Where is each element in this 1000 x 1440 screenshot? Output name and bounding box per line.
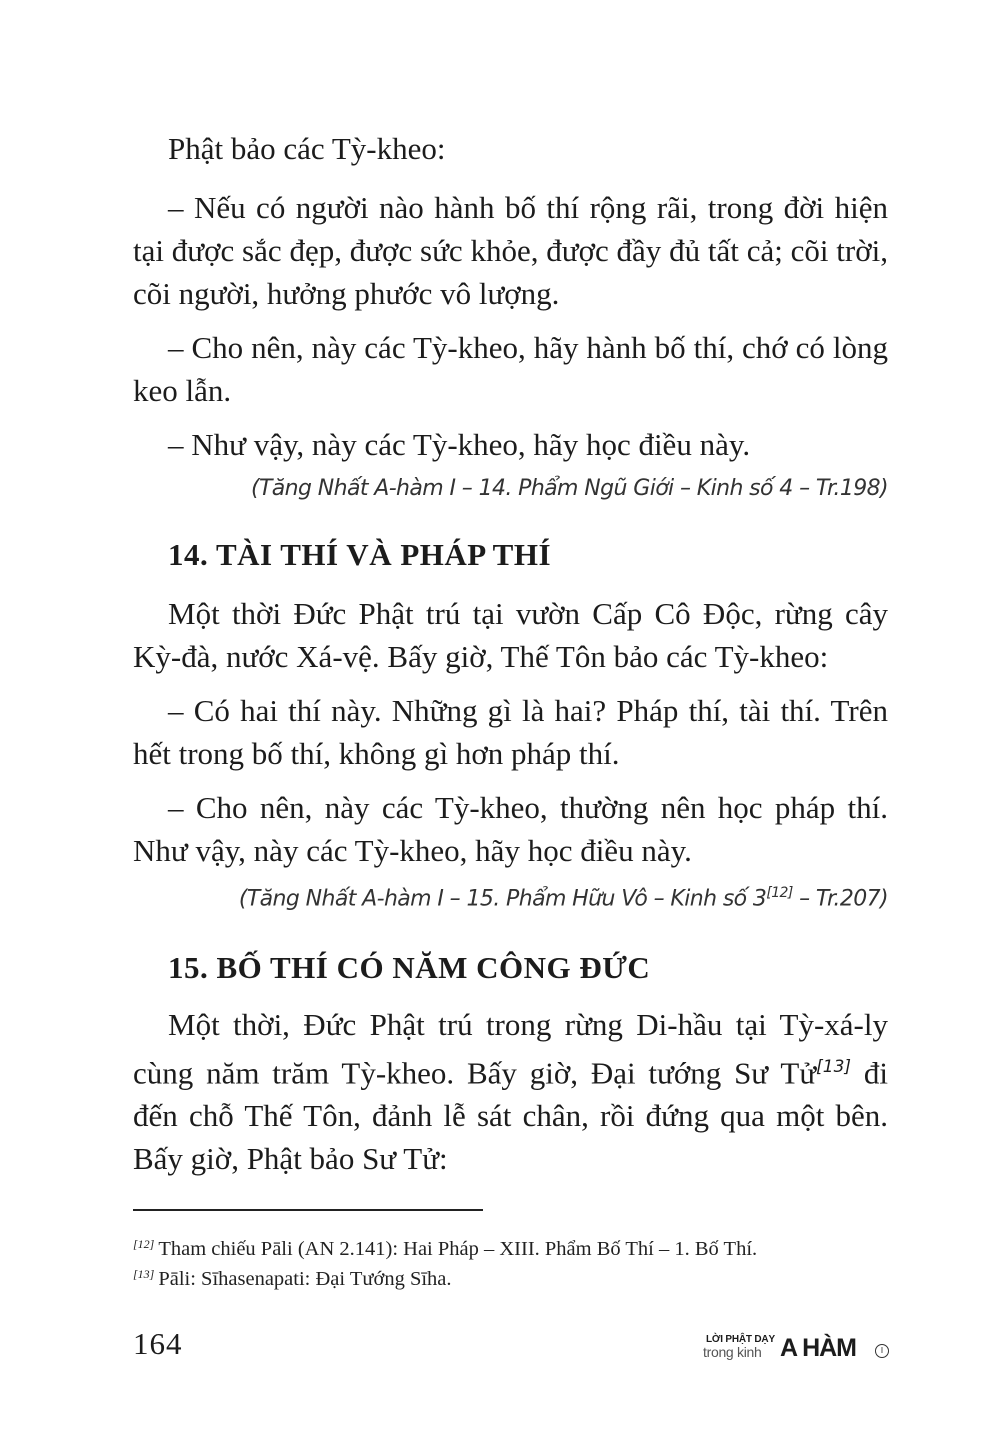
footnote-12 — [133, 1230, 757, 1263]
text-block-section-15 — [133, 1003, 888, 1180]
footnote-marker: [13] — [133, 1267, 155, 1281]
paragraph: – Cho nên, này các Tỳ-kheo, thường nên học pháp thí. Như vậy, này các Tỳ-kheo, hãy học điều này. — [133, 790, 888, 868]
paragraph-text: Một thời, Đức Phật trú trong rừng Di-hầu tại Tỳ-xá-ly cùng năm trăm Tỳ-kheo. Bấy giờ, Đại tướng Sư Tử — [133, 1007, 888, 1091]
logo-line-2: trong kinh — [703, 1344, 762, 1360]
paragraph: Một thời Đức Phật trú tại vườn Cấp Cô Độc, rừng cây Kỳ-đà, nước Xá-vệ. Bấy giờ, Thế Tôn bảo các Tỳ-kheo: — [133, 596, 888, 674]
footnote-text: Pāli: Sīhasenapati: Đại Tướng Sīha. — [158, 1268, 452, 1290]
paragraph-text-end: đi đến chỗ Thế Tôn, đảnh lễ sát chân, rồi đứng qua một bên. Bấy giờ, Phật bảo Sư Tử: — [133, 1055, 888, 1177]
section-heading-14: 14. TÀI THÍ VÀ PHÁP THÍ — [168, 537, 552, 572]
footnote-13 — [133, 1260, 452, 1293]
citation-14-preceding: (Tăng Nhất A-hàm I – 14. Phẩm Ngũ Giới – Kinh số 4 – Tr.198) — [250, 476, 888, 501]
volume-badge: I — [875, 1344, 889, 1358]
logo-title: A HÀM — [780, 1334, 857, 1362]
section-heading-15: 15. BỐ THÍ CÓ NĂM CÔNG ĐỨC — [168, 950, 651, 985]
paragraph: – Có hai thí này. Những gì là hai? Pháp thí, tài thí. Trên hết trong bố thí, không gì hơn pháp thí. — [133, 693, 888, 771]
footnote-marker: [12] — [133, 1237, 155, 1251]
book-logo — [703, 1334, 893, 1364]
paragraph: Phật bảo các Tỳ-kheo: — [168, 131, 446, 166]
paragraph: – Nếu có người nào hành bố thí rộng rãi, trong đời hiện tại được sắc đẹp, được sức khỏe, được đầy đủ tất cả; cõi trời, cõi người, hưởng phước vô lượng. — [133, 190, 888, 311]
text-block-section-14 — [133, 592, 888, 872]
page-number: 164 — [133, 1326, 183, 1361]
footnote-ref-13: [13] — [816, 1057, 852, 1077]
paragraph: – Như vậy, này các Tỳ-kheo, hãy học điều này. — [168, 427, 751, 462]
paragraph — [133, 1003, 888, 1180]
footnote-divider — [133, 1209, 483, 1211]
citation-text-end: – Tr.207) — [792, 886, 888, 912]
footnote-text: Tham chiếu Pāli (AN 2.141): Hai Pháp – XIII. Phẩm Bố Thí – 1. Bố Thí. — [158, 1238, 758, 1260]
citation-section-14 — [239, 885, 888, 911]
paragraph: – Cho nên, này các Tỳ-kheo, hãy hành bố thí, chớ có lòng keo lẫn. — [133, 330, 888, 408]
citation-text: (Tăng Nhất A-hàm I – 15. Phẩm Hữu Vô – Kinh số 3 — [238, 886, 767, 912]
logo-line-1: LỜI PHẬT DẠY — [706, 1334, 775, 1345]
footnote-ref-12: [12] — [766, 885, 793, 901]
text-block-opening — [133, 127, 888, 466]
